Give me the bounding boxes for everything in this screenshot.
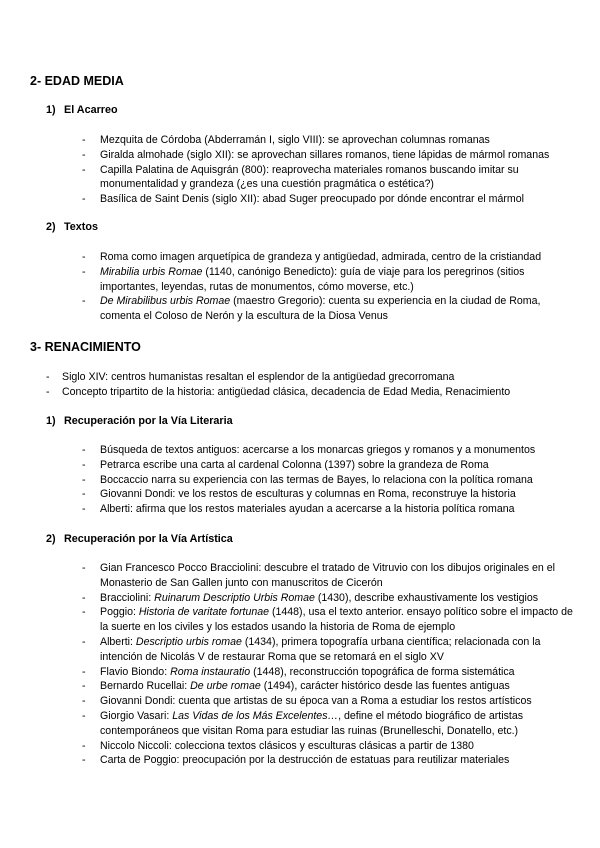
item-text: Basílica de Saint Denis (siglo XII): abad Suger preocupado por dónde encontrar el mármol [100,193,524,206]
section-heading-renacimiento: 3- RENACIMIENTO [30,340,141,354]
item-text: Bernardo Rucellai: [100,680,191,693]
subheading-via-literaria [46,415,233,427]
item-text: Mezquita de Córdoba (Abderramán I, siglo VIII): se aprovechan columnas romanas [100,134,490,146]
renacimiento-intro-list [46,370,582,400]
item-text: Roma como imagen arquetípica de grandeza y antigüedad, admirada, centro de la cristiandad [100,251,542,263]
bullet-dash: - [82,473,86,486]
item-text: Petrarca escribe una carta al cardenal Colonna (1397) sobre la grandeza de Roma [100,458,489,471]
item-text: (1448), reconstrucción topográfica de forma sistemática [250,665,515,678]
list-item [82,163,580,193]
item-text: (1434), primera topografía urbana científica; relacionada con la intención de Nicolás V de restaurar Roma que se retomará en el siglo XV [100,635,541,663]
list-item [82,148,580,163]
item-text: (1448), usa el texto anterior. ensayo político sobre el impacto de la suerte en los civiles y los estados usando la historia de Roma de ejemplo [100,606,573,634]
list-item [82,591,580,606]
acarreo-list [82,133,580,207]
italic-title: Mirabilia urbis Romae [100,265,203,278]
bullet-dash: - [82,444,86,456]
item-text: Giovanni Dondi: cuenta que artistas de su época van a Roma a estudiar los restos artísticos [100,695,532,708]
item-text: Niccolo Niccoli: colecciona textos clásicos y esculturas clásicas a partir de 1380 [100,739,474,752]
list-item [46,385,582,400]
bullet-dash: - [82,695,86,708]
bullet-dash: - [82,265,86,278]
italic-title: Roma instauratio [170,665,251,678]
item-text: Flavio Biondo: [100,665,171,678]
item-text: Giovanni Dondi: ve los restos de esculturas y columnas en Roma, reconstruye la historia [100,488,516,501]
via-literaria-list [82,443,580,517]
subheading-via-artistica [46,533,233,545]
list-item [82,294,580,324]
italic-title: Las Vidas de los Más Excelentes… [172,709,339,722]
bullet-dash: - [82,295,86,308]
list-item [82,250,580,265]
bullet-dash: - [82,163,86,176]
item-text: (maestro Gregorio): cuenta su experiencia en la ciudad de Roma, comenta el Coloso de Nerón y la escultura de la Diosa Venus [100,295,541,323]
bullet-dash: - [82,503,86,516]
bullet-dash: - [82,562,86,574]
item-text: Alberti: [100,635,136,648]
item-text: (1494), carácter histórico desde las fuentes antiguas [260,680,510,693]
subheading-title: Recuperación por la Vía Artística [64,533,233,545]
list-item [82,561,580,591]
list-item [82,133,580,148]
item-text: Alberti: afirma que los restos materiales ayudan a acercarse a la historia política romana [100,503,515,516]
list-item [46,370,582,385]
item-text: Carta de Poggio: preocupación por la destrucción de estatuas para reutilizar materiales [100,754,510,767]
item-text: Búsqueda de textos antiguos: acercarse a los monarcas griegos y romanos y a monumentos [100,444,536,456]
subheading-title: Textos [64,221,98,233]
bullet-dash: - [82,193,86,206]
item-text: Siglo XIV: centros humanistas resaltan el esplendor de la antigüedad grecorromana [62,371,455,383]
bullet-dash: - [82,754,86,767]
item-text: (1430), describe exhaustivamente los vestigios [314,591,539,604]
italic-title: Descriptio urbis romae [135,635,242,648]
bullet-dash: - [46,371,50,383]
italic-title: Historia de varitate fortunae [138,606,270,619]
bullet-dash: - [82,458,86,471]
list-item [82,753,580,768]
subheading-title: El Acarreo [64,104,118,116]
bullet-dash: - [82,148,86,161]
item-text: Bracciolini: [100,591,155,604]
textos-list [82,250,580,324]
list-item [82,443,580,458]
bullet-dash: - [82,606,86,619]
subheading-number: 1) [46,104,56,116]
item-text: Gian Francesco Pocco Bracciolini: descubre el tratado de Vitruvio con los dibujos originales en el Monasterio de San Gallen junto con manuscritos de Cicerón [100,562,555,589]
list-item [82,665,580,680]
bullet-dash: - [82,251,86,263]
list-item [82,605,580,635]
bullet-dash: - [82,739,86,752]
item-text: Poggio: [100,606,139,619]
list-item [82,473,580,488]
item-text: Giralda almohade (siglo XII): se aprovechan sillares romanos, tiene lápidas de mármol romanas [100,148,550,161]
bullet-dash: - [82,488,86,501]
list-item [82,265,580,295]
bullet-dash: - [82,134,86,146]
list-item [82,502,580,517]
list-item [82,458,580,473]
subheading-el-acarreo [46,104,118,116]
list-item [82,739,580,754]
list-item [82,694,580,709]
item-text: Boccaccio narra su experiencia con las termas de Bayes, lo relaciona con la política romana [100,473,533,486]
item-text: (1140, canónigo Benedicto): guía de viaje para los peregrinos (sitios importantes, leyendas, rutas de monumentos, cómo moverse, etc.) [100,265,525,293]
list-item [82,679,580,694]
bullet-dash: - [82,591,86,604]
subheading-number: 1) [46,415,56,427]
bullet-dash: - [82,680,86,693]
item-text: Giorgio Vasari: [100,709,173,722]
italic-title: De Mirabilibus urbis Romae [100,295,231,308]
via-artistica-list [82,561,580,768]
list-item [82,635,580,665]
bullet-dash: - [46,385,50,398]
italic-title: De urbe romae [190,680,261,693]
item-text: Concepto tripartito de la historia: antigüedad clásica, decadencia de Edad Media, Renacimiento [62,385,511,398]
list-item [82,487,580,502]
bullet-dash: - [82,665,86,678]
list-item [82,709,580,739]
bullet-dash: - [82,635,86,648]
list-item [82,192,580,207]
item-text: , define el método biográfico de artistas contemporáneos que visitan Roma para estudiar las ruinas (Brunelleschi, Donatello, etc.) [100,709,524,737]
subheading-textos [46,221,98,233]
section-heading-edad-media: 2- EDAD MEDIA [30,74,124,88]
bullet-dash: - [82,709,86,722]
subheading-number: 2) [46,533,56,545]
subheading-number: 2) [46,221,56,233]
italic-title: Ruinarum Descriptio Urbis Romae [154,591,315,604]
subheading-title: Recuperación por la Vía Literaria [64,415,233,427]
item-text: Capilla Palatina de Aquisgrán (800): reaprovecha materiales romanos buscando imitar su monumentalidad y grandeza (¿es una cuestión pragmática o estética?) [100,163,519,191]
